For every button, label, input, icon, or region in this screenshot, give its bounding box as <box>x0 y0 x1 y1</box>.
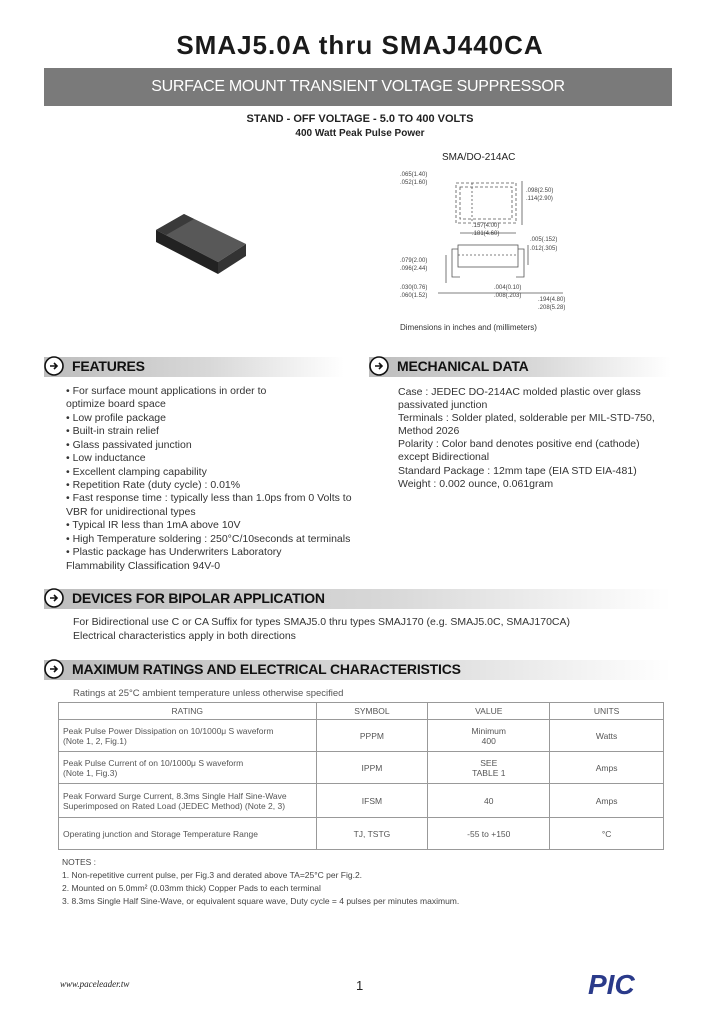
dim-label: .208(5.28) <box>538 305 566 311</box>
arrow-circle-icon <box>44 356 64 376</box>
note-item: 2. Mounted on 5.0mm² (0.03mm thick) Copper Pads to each terminal <box>62 883 321 893</box>
dimensions-note: Dimensions in inches and (millimeters) <box>400 323 537 332</box>
dim-label: .008(.203) <box>494 293 522 299</box>
dim-label: .098(2.50) <box>526 188 554 194</box>
value-text: SEE <box>480 757 498 768</box>
rating-text: Peak Forward Surge Current, 8.3ms Single Half Sine-Wave <box>63 790 287 801</box>
table-row <box>59 720 664 752</box>
package-label: SMA/DO-214AC <box>442 152 516 163</box>
table-header-row <box>59 703 664 720</box>
mechanical-line: passivated junction <box>398 399 488 411</box>
feature-line: • Repetition Rate (duty cycle) : 0.01% <box>66 479 241 491</box>
mechanical-line: Case : JEDEC DO-214AC molded plastic over glass <box>398 386 641 398</box>
dim-label: .194(4.80) <box>538 297 566 303</box>
feature-line: • Built-in strain relief <box>66 425 159 437</box>
dim-label: .157(4.00) <box>472 223 500 229</box>
dim-label: .065(1.40) <box>400 172 428 178</box>
units-cell: °C <box>550 818 664 850</box>
feature-line: • Glass passivated junction <box>66 439 192 451</box>
rating-cell: Operating junction and Storage Temperature Range <box>59 818 317 850</box>
mechanical-line: Standard Package : 12mm tape (EIA STD EIA-481) <box>398 465 637 477</box>
value-text: 400 <box>481 735 496 746</box>
mechanical-data-heading-label: MECHANICAL DATA <box>397 358 529 374</box>
arrow-circle-icon <box>369 356 389 376</box>
column-header: UNITS <box>550 703 664 720</box>
symbol-cell: IFSM <box>316 784 428 818</box>
value-cell: 40 <box>428 784 550 818</box>
units-cell: Amps <box>550 784 664 818</box>
symbol-cell: IPPM <box>316 752 428 784</box>
units-cell: Watts <box>550 720 664 752</box>
column-header: RATING <box>59 703 317 720</box>
ratings-caption: Ratings at 25°C ambient temperature unless otherwise specified <box>73 688 344 699</box>
feature-line: • Typical IR less than 1mA above 10V <box>66 519 241 531</box>
feature-line: • Excellent clamping capability <box>66 466 207 478</box>
mechanical-line: Weight : 0.002 ounce, 0.061gram <box>398 478 554 490</box>
feature-line: • Fast response time : typically less than 1.0ps from 0 Volts to <box>66 492 352 504</box>
mechanical-data-heading <box>369 357 671 377</box>
arrow-circle-icon <box>44 588 64 608</box>
component-photo <box>148 208 250 280</box>
arrow-circle-icon <box>44 659 64 679</box>
value-text: Minimum <box>471 725 506 736</box>
dim-label: .004(0.10) <box>494 285 522 291</box>
standoff-voltage-subtitle: STAND - OFF VOLTAGE - 5.0 TO 400 VOLTS <box>246 113 474 125</box>
feature-line: Flammability Classification 94V-0 <box>66 560 221 572</box>
title-banner: SURFACE MOUNT TRANSIENT VOLTAGE SUPPRESSOR <box>44 68 672 106</box>
ratings-table <box>58 702 664 850</box>
bipolar-line: Electrical characteristics apply in both directions <box>73 630 296 642</box>
peak-power-subtitle: 400 Watt Peak Pulse Power <box>295 128 425 139</box>
notes-block <box>62 856 459 908</box>
dim-label: .079(2.00) <box>400 258 428 264</box>
pic-logo <box>588 968 664 998</box>
package-dimension-drawing <box>398 165 580 317</box>
dim-label: .096(2.44) <box>400 266 428 272</box>
feature-line: • High Temperature soldering : 250°C/10seconds at terminals <box>66 533 351 545</box>
dim-label: .181(4.60) <box>472 231 500 237</box>
feature-line: optimize board space <box>66 398 166 410</box>
rating-text: Peak Pulse Power Dissipation on 10/1000μ S waveform <box>63 725 274 736</box>
table-row <box>59 784 664 818</box>
symbol-cell: TJ, TSTG <box>316 818 428 850</box>
symbol-cell: PPPM <box>316 720 428 752</box>
dim-label: .114(2.90) <box>526 196 553 202</box>
rating-text: (Note 1, Fig.3) <box>63 767 118 778</box>
notes-heading: NOTES : <box>62 857 97 867</box>
mechanical-line: Method 2026 <box>398 425 460 437</box>
note-item: 1. Non-repetitive current pulse, per Fig.3 and derated above TA=25°C per Fig.2. <box>62 870 363 880</box>
dim-label: .030(0.76) <box>400 285 428 291</box>
feature-line: • Low profile package <box>66 412 166 424</box>
feature-line: VBR for unidirectional types <box>66 506 196 518</box>
rating-text: (Note 1, 2, Fig.1) <box>63 735 127 746</box>
bipolar-heading-label: DEVICES FOR BIPOLAR APPLICATION <box>72 590 325 606</box>
bipolar-line: For Bidirectional use C or CA Suffix for types SMAJ5.0 thru types SMAJ170 (e.g. SMAJ5.0C, SMAJ170CA) <box>73 616 571 628</box>
mechanical-line: Terminals : Solder plated, solderable per MIL-STD-750, <box>398 412 655 424</box>
logo-text: PIC <box>588 969 635 998</box>
feature-line: • Plastic package has Underwriters Laboratory <box>66 546 282 558</box>
max-ratings-heading-label: MAXIMUM RATINGS AND ELECTRICAL CHARACTERISTICS <box>72 661 461 677</box>
max-ratings-heading <box>44 660 671 680</box>
mechanical-line: except Bidirectional <box>398 451 490 463</box>
table-row <box>59 818 664 850</box>
page-number: 1 <box>356 978 364 993</box>
footer-url[interactable]: www.paceleader.tw <box>60 979 130 989</box>
units-cell: Amps <box>550 752 664 784</box>
table-row <box>59 752 664 784</box>
column-header: SYMBOL <box>316 703 428 720</box>
rating-text: Superimposed on Rated Load (JEDEC Method) (Note 2, 3) <box>63 800 286 811</box>
feature-line: • For surface mount applications in order to <box>66 385 267 397</box>
dim-label: .052(1.60) <box>400 180 428 186</box>
dim-label: .060(1.52) <box>400 293 428 299</box>
bipolar-application-heading <box>44 589 671 609</box>
features-heading-label: FEATURES <box>72 358 145 374</box>
value-cell: -55 to +150 <box>428 818 550 850</box>
rating-text: Peak Pulse Current of on 10/1000μ S waveform <box>63 757 244 768</box>
dim-label: .005(.152) <box>530 237 558 243</box>
column-header: VALUE <box>428 703 550 720</box>
features-heading <box>44 357 344 377</box>
feature-line: • Low inductance <box>66 452 146 464</box>
value-text: TABLE 1 <box>472 767 506 778</box>
note-item: 3. 8.3ms Single Half Sine-Wave, or equivalent square wave, Duty cycle = 4 pulses per minutes maximum. <box>62 896 460 906</box>
document-title: SMAJ5.0A thru SMAJ440CA <box>176 30 544 60</box>
dim-label: .012(.305) <box>530 246 558 252</box>
mechanical-line: Polarity : Color band denotes positive end (cathode) <box>398 438 640 450</box>
